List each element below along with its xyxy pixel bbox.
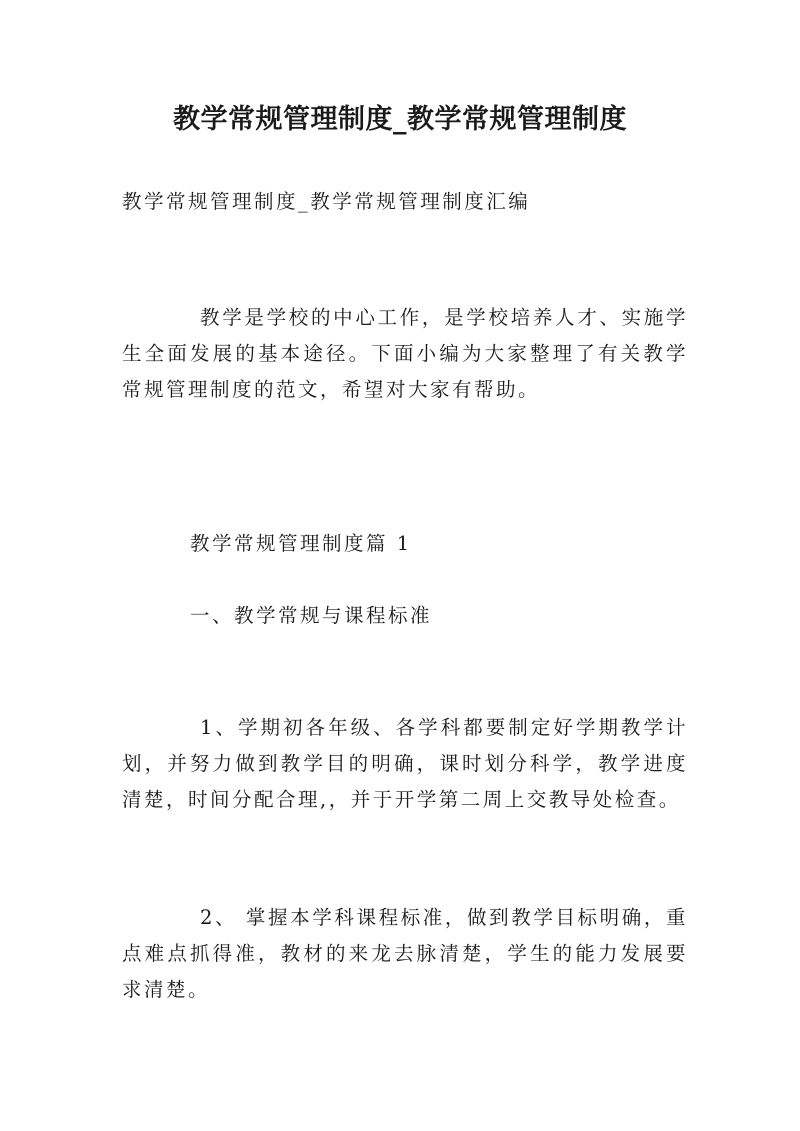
- document-subtitle: 教学常规管理制度_教学常规管理制度汇编: [122, 190, 531, 213]
- body-paragraph-1: 1、学期初各年级、各学科都要制定好学期教学计划，并努力做到教学目的明确，课时划分科学，教学进度清楚，时间分配合理,，并于开学第二周上交教导处检查。: [122, 716, 688, 811]
- document-title: 教学常规管理制度_教学常规管理制度: [173, 104, 627, 135]
- subsection-heading: 一、教学常规与课程标准: [190, 604, 433, 627]
- intro-paragraph: 教学是学校的中心工作，是学校培养人才、实施学生全面发展的基本途径。下面小编为大家整理了有关教学常规管理制度的范文，希望对大家有帮助。: [122, 306, 688, 401]
- body-paragraph-2: 2、 掌握本学科课程标准，做到教学目标明确，重点难点抓得准，教材的来龙去脉清楚，学生的能力发展要求清楚。: [122, 906, 688, 1001]
- section-heading: 教学常规管理制度篇 1: [190, 532, 412, 555]
